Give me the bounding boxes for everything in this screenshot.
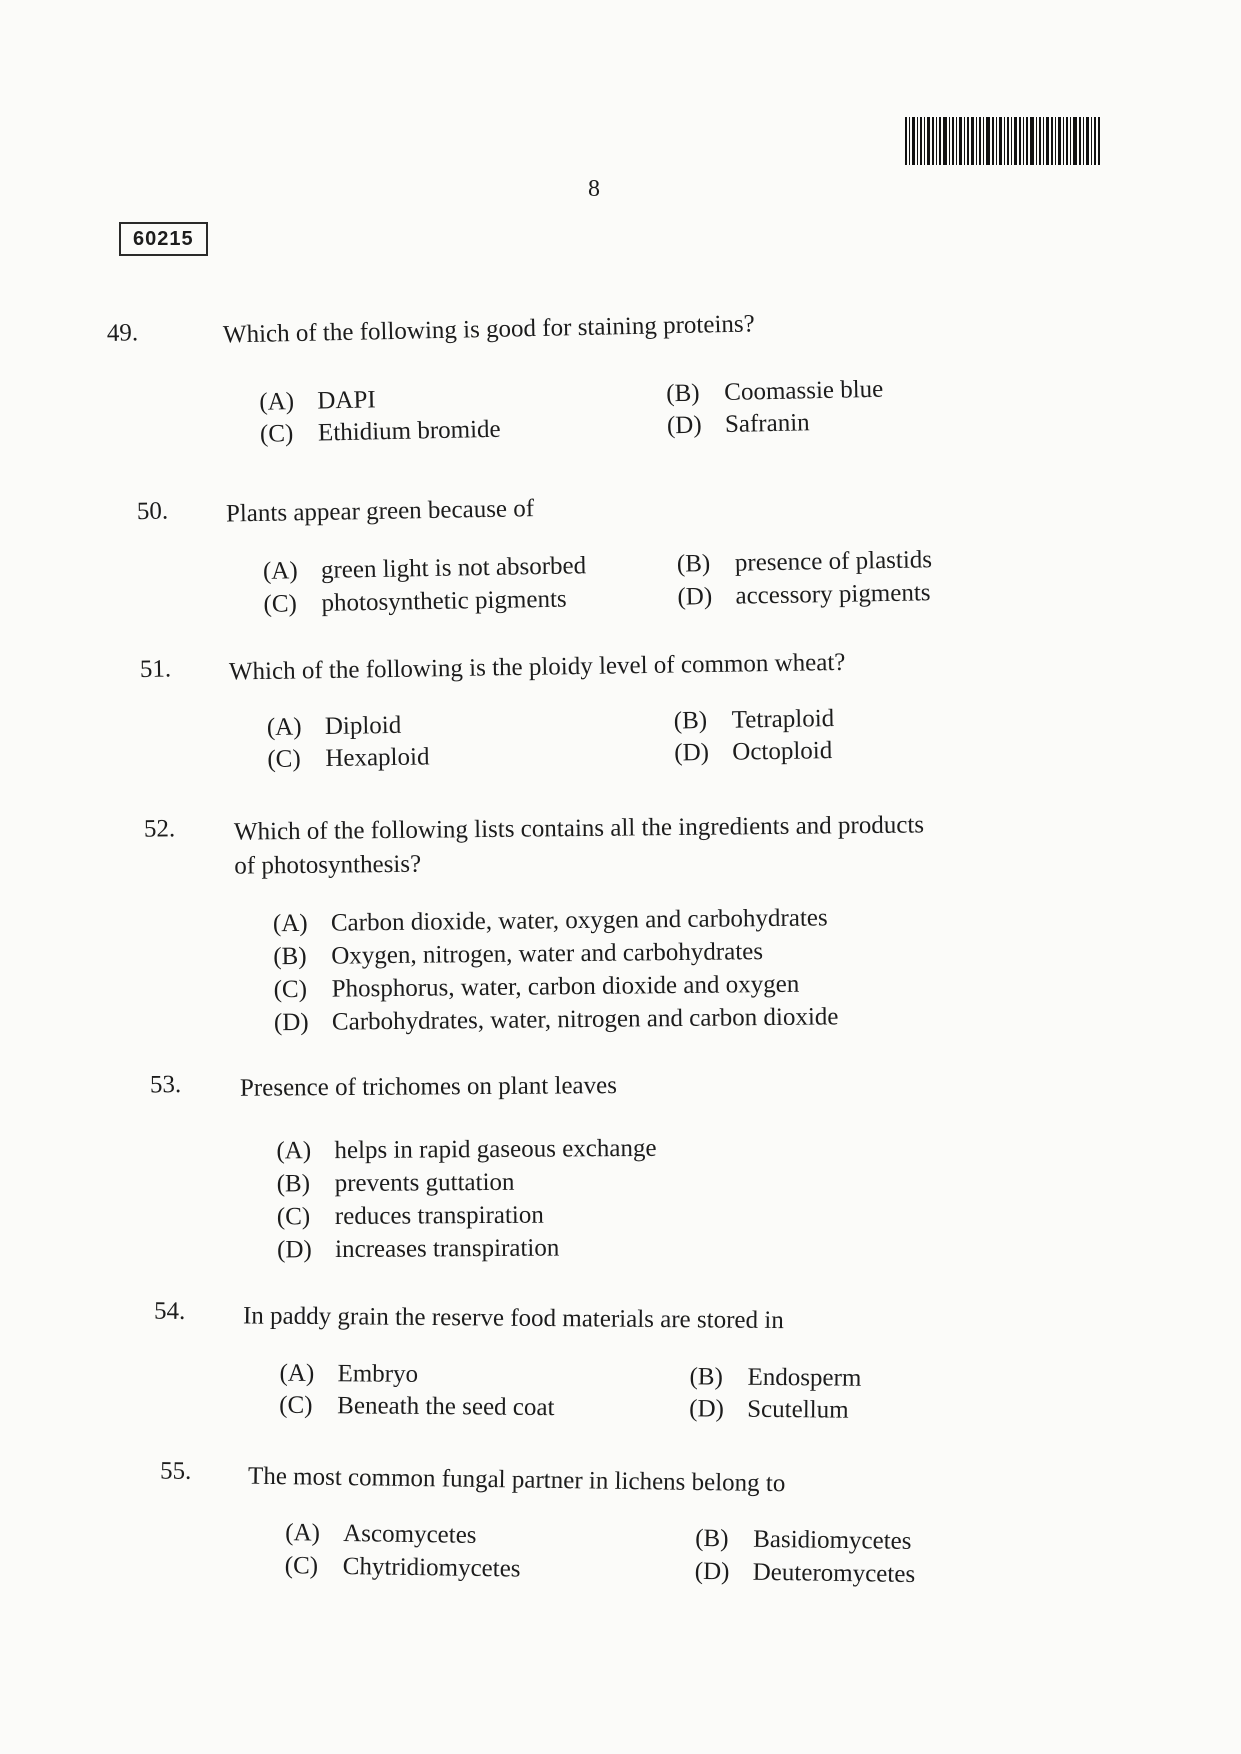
option-d: (D) accessory pigments <box>677 579 931 611</box>
question-52 <box>0 804 1241 1037</box>
question-number: 49. <box>106 319 139 347</box>
option-d: (D) increases transpiration <box>277 1234 560 1264</box>
option-d: (D) Scutellum <box>689 1395 849 1424</box>
question-number: 55. <box>159 1457 192 1485</box>
option-b: (B) Oxygen, nitrogen, water and carbohydrates <box>273 938 764 971</box>
question-51 <box>0 639 1241 773</box>
option-a: (A) Diploid <box>266 711 402 741</box>
option-c: (C) Ethidium bromide <box>259 415 501 448</box>
option-b: (B) presence of plastids <box>676 546 933 578</box>
question-number: 52. <box>143 815 176 843</box>
question-stem: Plants appear green because of <box>225 495 535 528</box>
option-b: (B) Tetraploid <box>673 705 835 735</box>
question-49 <box>0 296 1240 448</box>
question-number: 54. <box>153 1297 186 1325</box>
question-number: 53. <box>149 1071 182 1099</box>
question-stem: Which of the following is good for staining proteins? <box>222 310 755 349</box>
option-a: (A) DAPI <box>259 386 376 416</box>
option-a: (A) Embryo <box>279 1359 419 1388</box>
question-stem: Which of the following is the ploidy level of common wheat? <box>228 648 846 686</box>
option-d: (D) Safranin <box>666 409 810 440</box>
option-d: (D) Deuteromycetes <box>694 1557 916 1588</box>
option-b: (B) Coomassie blue <box>665 375 884 408</box>
question-stem: In paddy grain the reserve food materials are stored in <box>242 1302 784 1335</box>
question-stem-line-2: of photosynthesis? <box>234 850 422 880</box>
option-d: (D) Octoploid <box>674 737 833 767</box>
question-54 <box>0 1296 1241 1424</box>
question-50 <box>0 479 1240 618</box>
option-a: (A) Carbon dioxide, water, oxygen and carbohydrates <box>272 904 828 938</box>
option-a: (A) green light is not absorbed <box>262 552 587 585</box>
option-c: (C) Hexaploid <box>267 743 430 773</box>
option-c: (C) reduces transpiration <box>276 1201 544 1231</box>
option-a: (A) Ascomycetes <box>285 1519 477 1549</box>
option-c: (C) Beneath the seed coat <box>279 1391 555 1422</box>
option-b: (B) Endosperm <box>689 1363 862 1392</box>
question-55 <box>0 1455 1241 1588</box>
option-c: (C) Chytridiomycetes <box>284 1552 521 1583</box>
barcode <box>905 117 1100 165</box>
question-stem-line-1: Which of the following lists contains all the ingredients and products <box>233 811 925 846</box>
page-number: 8 <box>588 176 600 202</box>
question-number: 51. <box>139 655 172 683</box>
option-c: (C) photosynthetic pigments <box>263 585 567 618</box>
question-stem: Presence of trichomes on plant leaves <box>239 1072 618 1102</box>
option-d: (D) Carbohydrates, water, nitrogen and carbon dioxide <box>273 1003 839 1037</box>
option-b: (B) prevents guttation <box>276 1168 515 1198</box>
question-number: 50. <box>136 497 169 526</box>
question-stem: The most common fungal partner in lichens belong to <box>247 1462 786 1498</box>
option-a: (A) helps in rapid gaseous exchange <box>276 1134 657 1165</box>
option-b: (B) Basidiomycetes <box>695 1524 912 1555</box>
paper-code-box: 60215 <box>119 222 208 256</box>
question-53 <box>0 1064 1241 1264</box>
option-c: (C) Phosphorus, water, carbon dioxide and oxygen <box>273 970 800 1004</box>
